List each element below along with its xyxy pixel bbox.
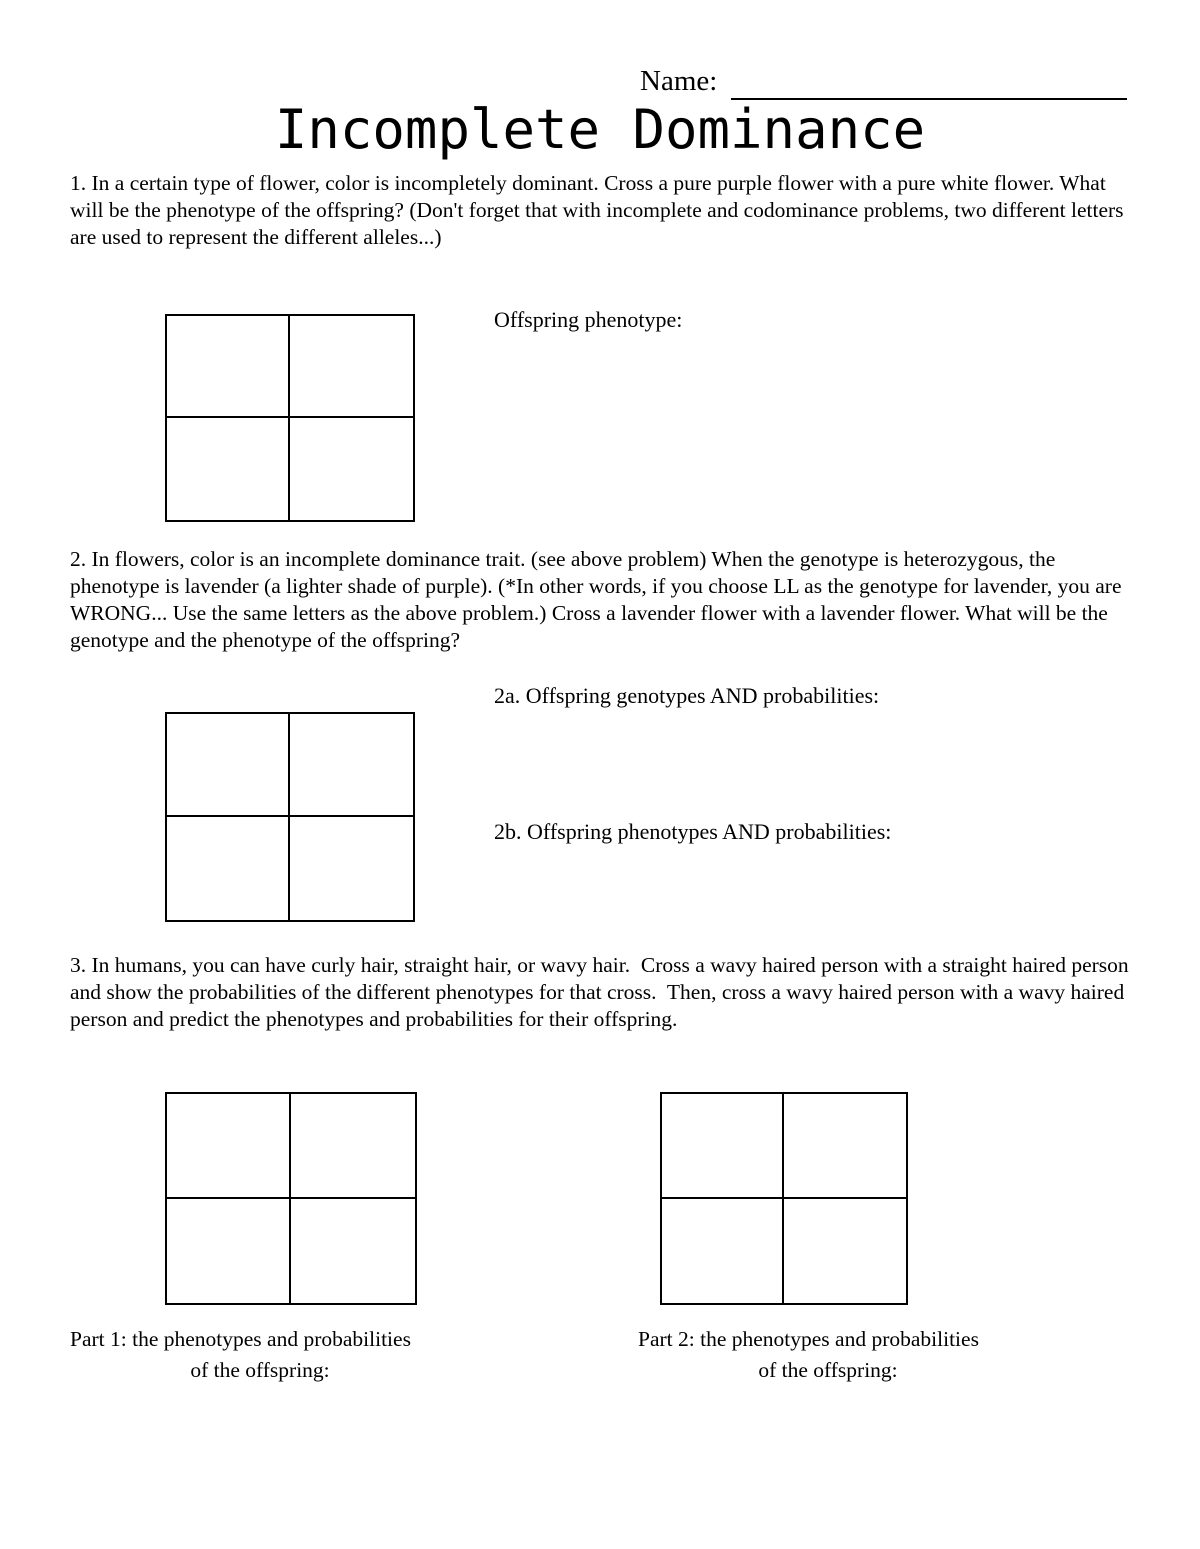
prompt-2a-genotypes: 2a. Offspring genotypes AND probabilities: — [494, 683, 880, 708]
part2-caption — [638, 1324, 1018, 1386]
name-label: Name: — [640, 65, 718, 97]
punnett-cell — [662, 1094, 784, 1199]
punnett-cell — [290, 418, 413, 520]
question-3-text: 3. In humans, you can have curly hair, straight hair, or wavy hair. Cross a wavy haired person with a straight haired person and show the probabilities of the different phenotypes for that cross. Then, cross a wavy haired person with a wavy haired person and predict the phenotypes and probabilities for their offspring. — [70, 953, 1135, 1031]
punnett-cell — [167, 418, 290, 520]
punnett-cell — [167, 714, 290, 817]
punnett-cell — [167, 1094, 291, 1199]
worksheet-title: Incomplete Dominance — [274, 98, 926, 161]
punnett-square-q3-part1 — [165, 1092, 417, 1305]
punnett-cell — [784, 1199, 906, 1304]
punnett-square-q2 — [165, 712, 415, 922]
punnett-square-q1 — [165, 314, 415, 522]
offspring-phenotype-prompt: Offspring phenotype: — [494, 307, 683, 332]
name-row — [640, 62, 1127, 100]
punnett-cell — [290, 817, 413, 920]
punnett-cell — [784, 1094, 906, 1199]
question-2-text: 2. In flowers, color is an incomplete dominance trait. (see above problem) When the genotype is heterozygous, the phenotype is lavender (a lighter shade of purple). (*In other words, if you choose LL as the genotype for lavender, you are WRONG... Use the same letters as the above problem.) Cross a lavender flower with a lavender flower. What will be the genotype and the phenotype of the offspring? — [70, 547, 1127, 652]
part1-caption-line1: Part 1: the phenotypes and probabilities — [70, 1327, 411, 1351]
punnett-cell — [167, 316, 290, 418]
part2-caption-line1: Part 2: the phenotypes and probabilities — [638, 1327, 979, 1351]
question-1-text: 1. In a certain type of flower, color is incompletely dominant. Cross a pure purple flower with a pure white flower. What will be the phenotype of the offspring? (Don't forget that with incomplete and codominance problems, two different letters are used to represent the different alleles...) — [70, 171, 1129, 249]
punnett-cell — [167, 1199, 291, 1304]
punnett-square-q3-part2 — [660, 1092, 908, 1305]
punnett-cell — [290, 316, 413, 418]
name-blank-line — [731, 62, 1127, 100]
punnett-cell — [290, 714, 413, 817]
part1-caption — [70, 1324, 450, 1386]
part1-caption-line2: of the offspring: — [190, 1358, 330, 1382]
punnett-cell — [291, 1199, 415, 1304]
part2-caption-line2: of the offspring: — [758, 1358, 898, 1382]
punnett-cell — [167, 817, 290, 920]
prompt-2b-phenotypes: 2b. Offspring phenotypes AND probabilities: — [494, 819, 892, 844]
punnett-cell — [291, 1094, 415, 1199]
punnett-cell — [662, 1199, 784, 1304]
